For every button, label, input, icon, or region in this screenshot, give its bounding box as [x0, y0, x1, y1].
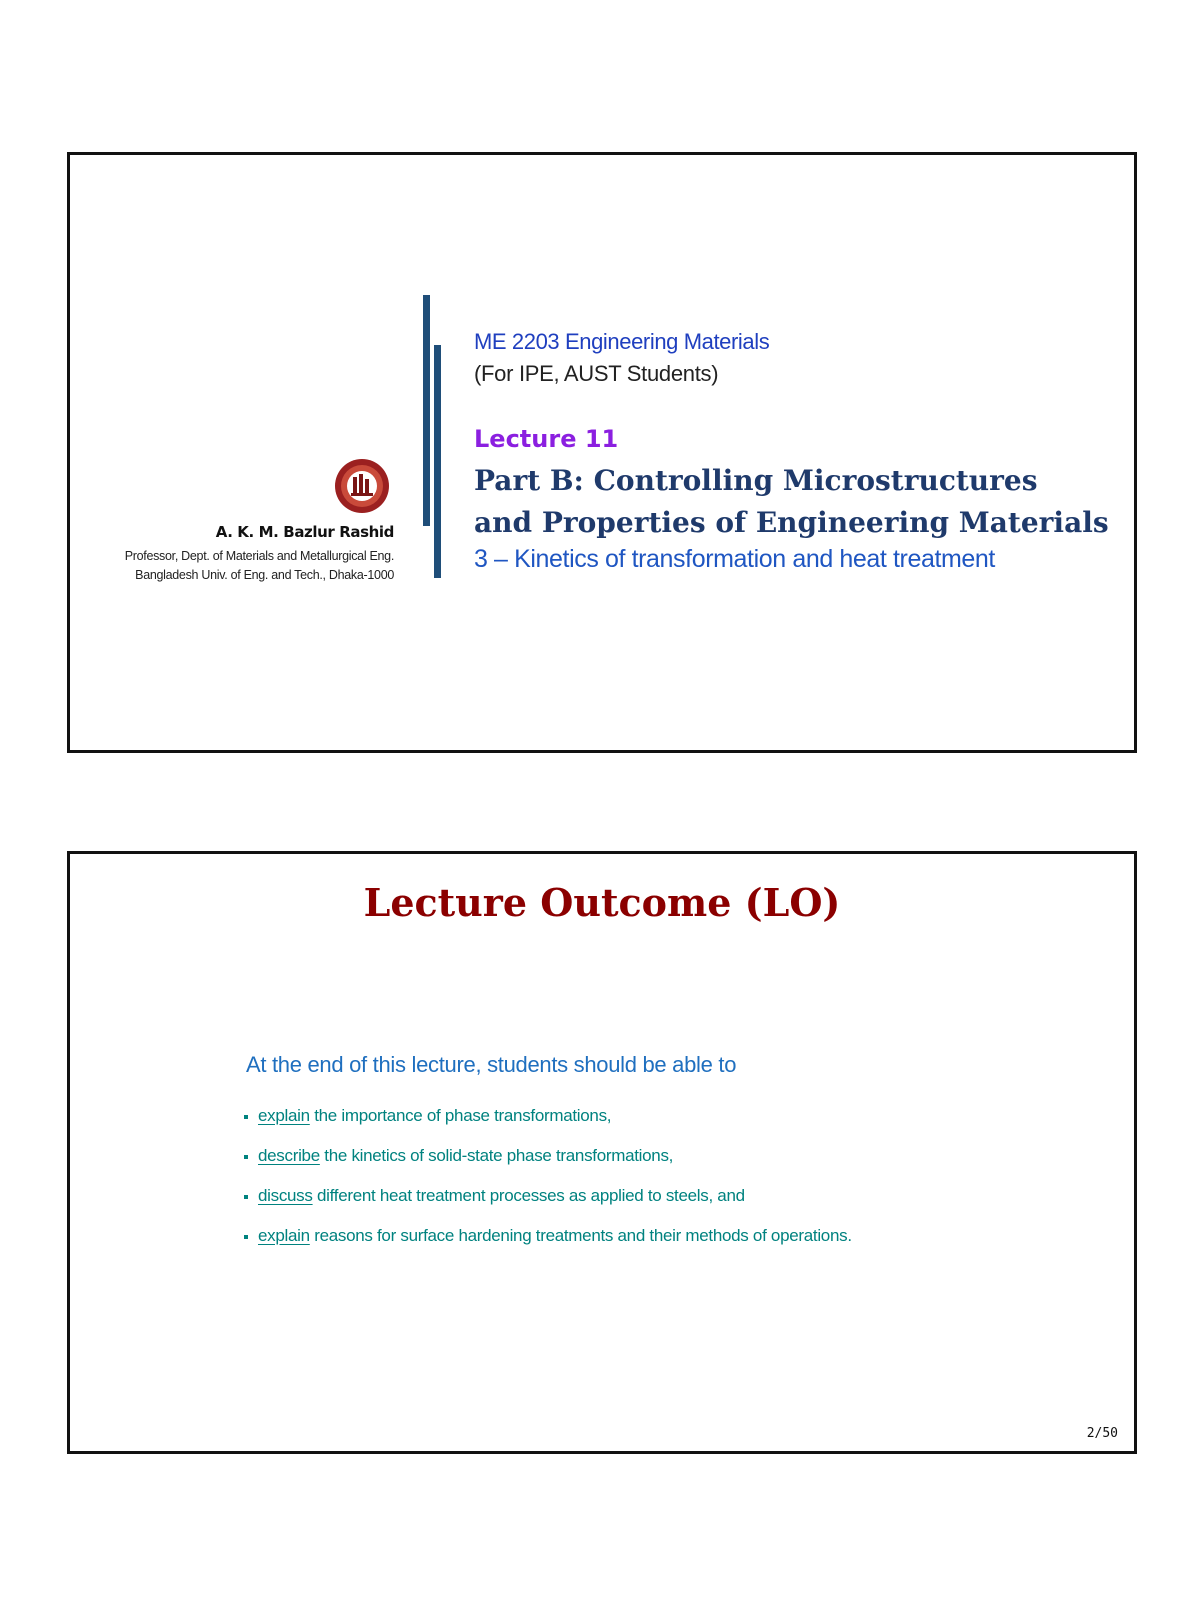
university-seal-icon	[334, 458, 390, 514]
page-number: 2/50	[1086, 1426, 1118, 1441]
author-position: Professor, Dept. of Materials and Metallurgical Eng.	[124, 549, 394, 563]
outcome-verb: discuss	[258, 1186, 313, 1205]
outcome-intro: At the end of this lecture, students should be able to	[246, 1052, 737, 1077]
part-title	[474, 460, 1109, 544]
author-block	[125, 523, 394, 585]
list-item	[244, 1146, 852, 1186]
course-audience: (For IPE, AUST Students)	[474, 361, 719, 386]
part-subtitle: 3 – Kinetics of transformation and heat treatment	[474, 545, 995, 573]
part-title-line2: and Properties of Engineering Materials	[474, 506, 1109, 539]
outcome-text: different heat treatment processes as applied to steels, and	[312, 1186, 745, 1205]
accent-bar-left	[423, 295, 430, 526]
outcome-text: reasons for surface hardening treatments and their methods of operations.	[309, 1226, 852, 1245]
part-title-line1: Part B: Controlling Microstructures	[474, 464, 1038, 497]
outcome-text: the kinetics of solid-state phase transformations,	[319, 1146, 674, 1165]
outcome-verb: describe	[258, 1146, 320, 1165]
slide-title	[67, 152, 1137, 753]
lecture-number: Lecture 11	[474, 425, 619, 453]
bullet-icon	[244, 1115, 248, 1119]
list-item	[244, 1186, 852, 1226]
bullet-icon	[244, 1155, 248, 1159]
list-item	[244, 1106, 852, 1146]
author-name: A. K. M. Bazlur Rashid	[215, 523, 394, 541]
bullet-icon	[244, 1195, 248, 1199]
list-item	[244, 1226, 852, 1266]
outcome-verb: explain	[258, 1106, 310, 1125]
outcome-list	[244, 1106, 852, 1266]
course-title: ME 2203 Engineering Materials	[474, 329, 770, 354]
slide-heading: Lecture Outcome (LO)	[363, 880, 841, 925]
slide-lecture-outcome	[67, 851, 1137, 1454]
outcome-text: the importance of phase transformations,	[309, 1106, 612, 1125]
author-affiliation: Bangladesh Univ. of Eng. and Tech., Dhaka-1000	[135, 568, 394, 582]
outcome-verb: explain	[258, 1226, 310, 1245]
bullet-icon	[244, 1235, 248, 1239]
accent-bar-right	[434, 345, 441, 578]
